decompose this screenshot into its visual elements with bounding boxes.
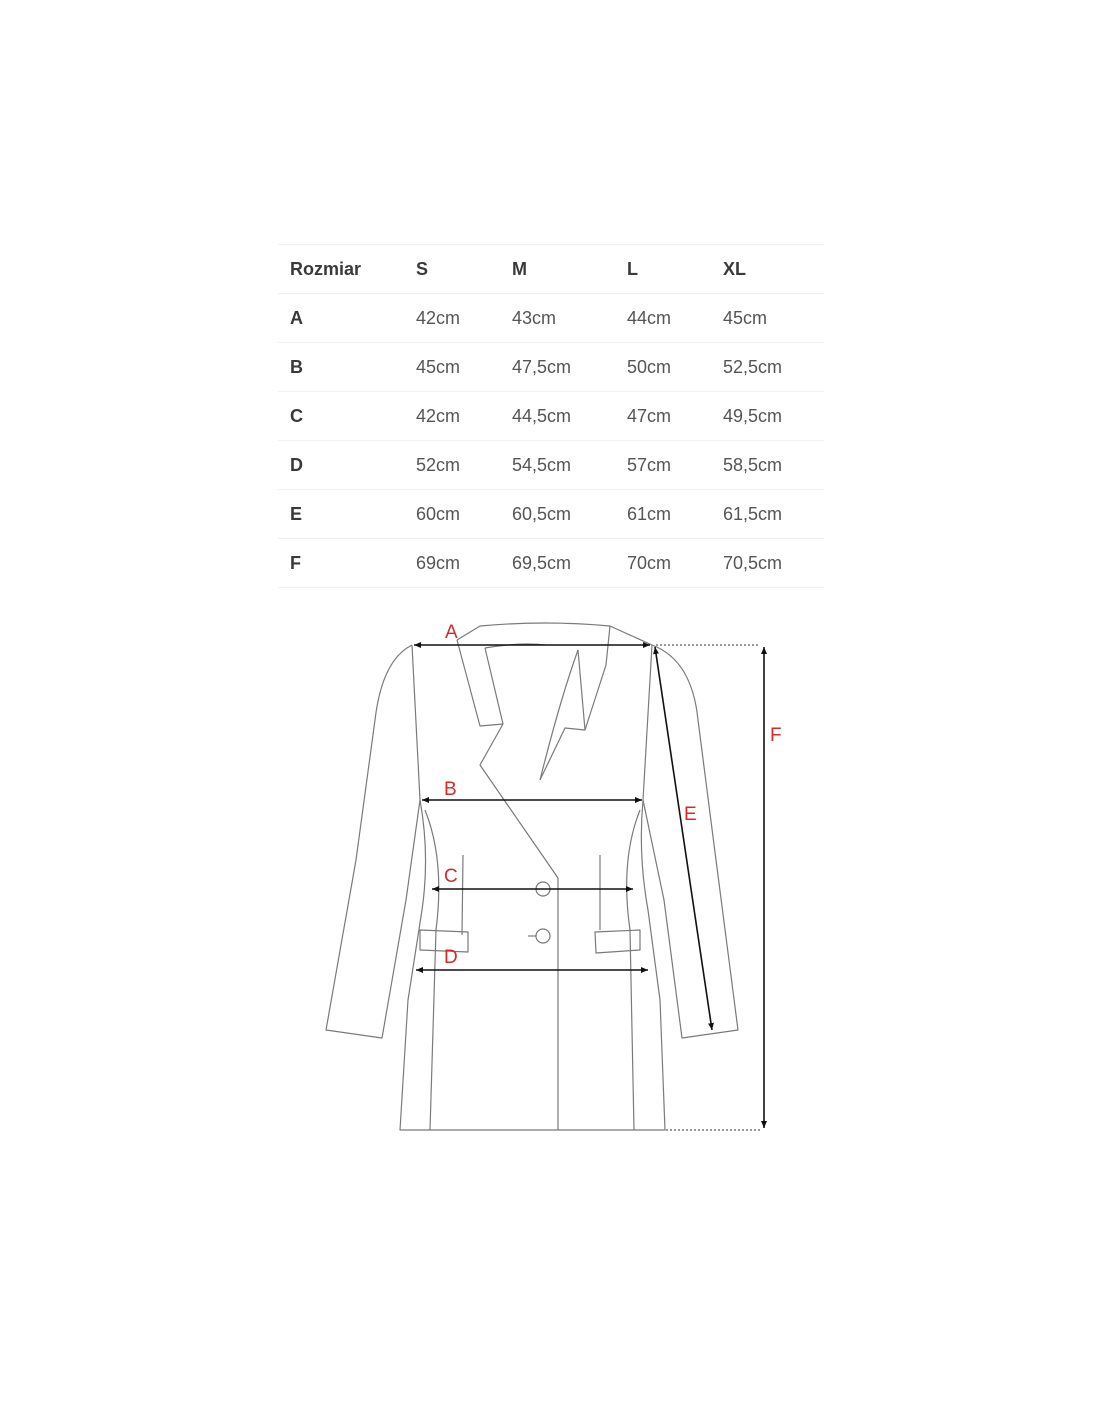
table-cell: 43cm [500,294,615,343]
table-cell: 58,5cm [711,441,824,490]
measurement-labels [444,622,782,968]
table-cell: 69cm [404,539,500,588]
table-cell: 49,5cm [711,392,824,441]
row-label: E [278,490,404,539]
row-label: C [278,392,404,441]
table-cell: 45cm [711,294,824,343]
header-l: L [615,245,711,294]
table-cell: 47,5cm [500,343,615,392]
table-cell: 60cm [404,490,500,539]
label-d: D [444,947,458,968]
table-cell: 60,5cm [500,490,615,539]
header-m: M [500,245,615,294]
table-cell: 52cm [404,441,500,490]
jacket-outline [326,623,738,1130]
table-cell: 61cm [615,490,711,539]
table-cell: 42cm [404,294,500,343]
label-c: C [444,866,458,887]
row-label: F [278,539,404,588]
guide-lines [656,645,760,1130]
label-f: F [770,725,782,746]
table-cell: 70cm [615,539,711,588]
table-cell: 45cm [404,343,500,392]
row-label: D [278,441,404,490]
table-cell: 50cm [615,343,711,392]
table-cell: 54,5cm [500,441,615,490]
row-label: B [278,343,404,392]
label-a: A [445,622,458,643]
label-b: B [444,779,457,800]
row-label: A [278,294,404,343]
table-cell: 44cm [615,294,711,343]
table-cell: 42cm [404,392,500,441]
table-cell: 52,5cm [711,343,824,392]
header-size: Rozmiar [278,245,404,294]
header-s: S [404,245,500,294]
table-cell: 69,5cm [500,539,615,588]
table-cell: 47cm [615,392,711,441]
table-cell: 61,5cm [711,490,824,539]
measure-line-e [655,647,712,1030]
header-xl: XL [711,245,824,294]
label-e: E [684,804,697,825]
table-cell: 70,5cm [711,539,824,588]
table-cell: 44,5cm [500,392,615,441]
table-cell: 57cm [615,441,711,490]
